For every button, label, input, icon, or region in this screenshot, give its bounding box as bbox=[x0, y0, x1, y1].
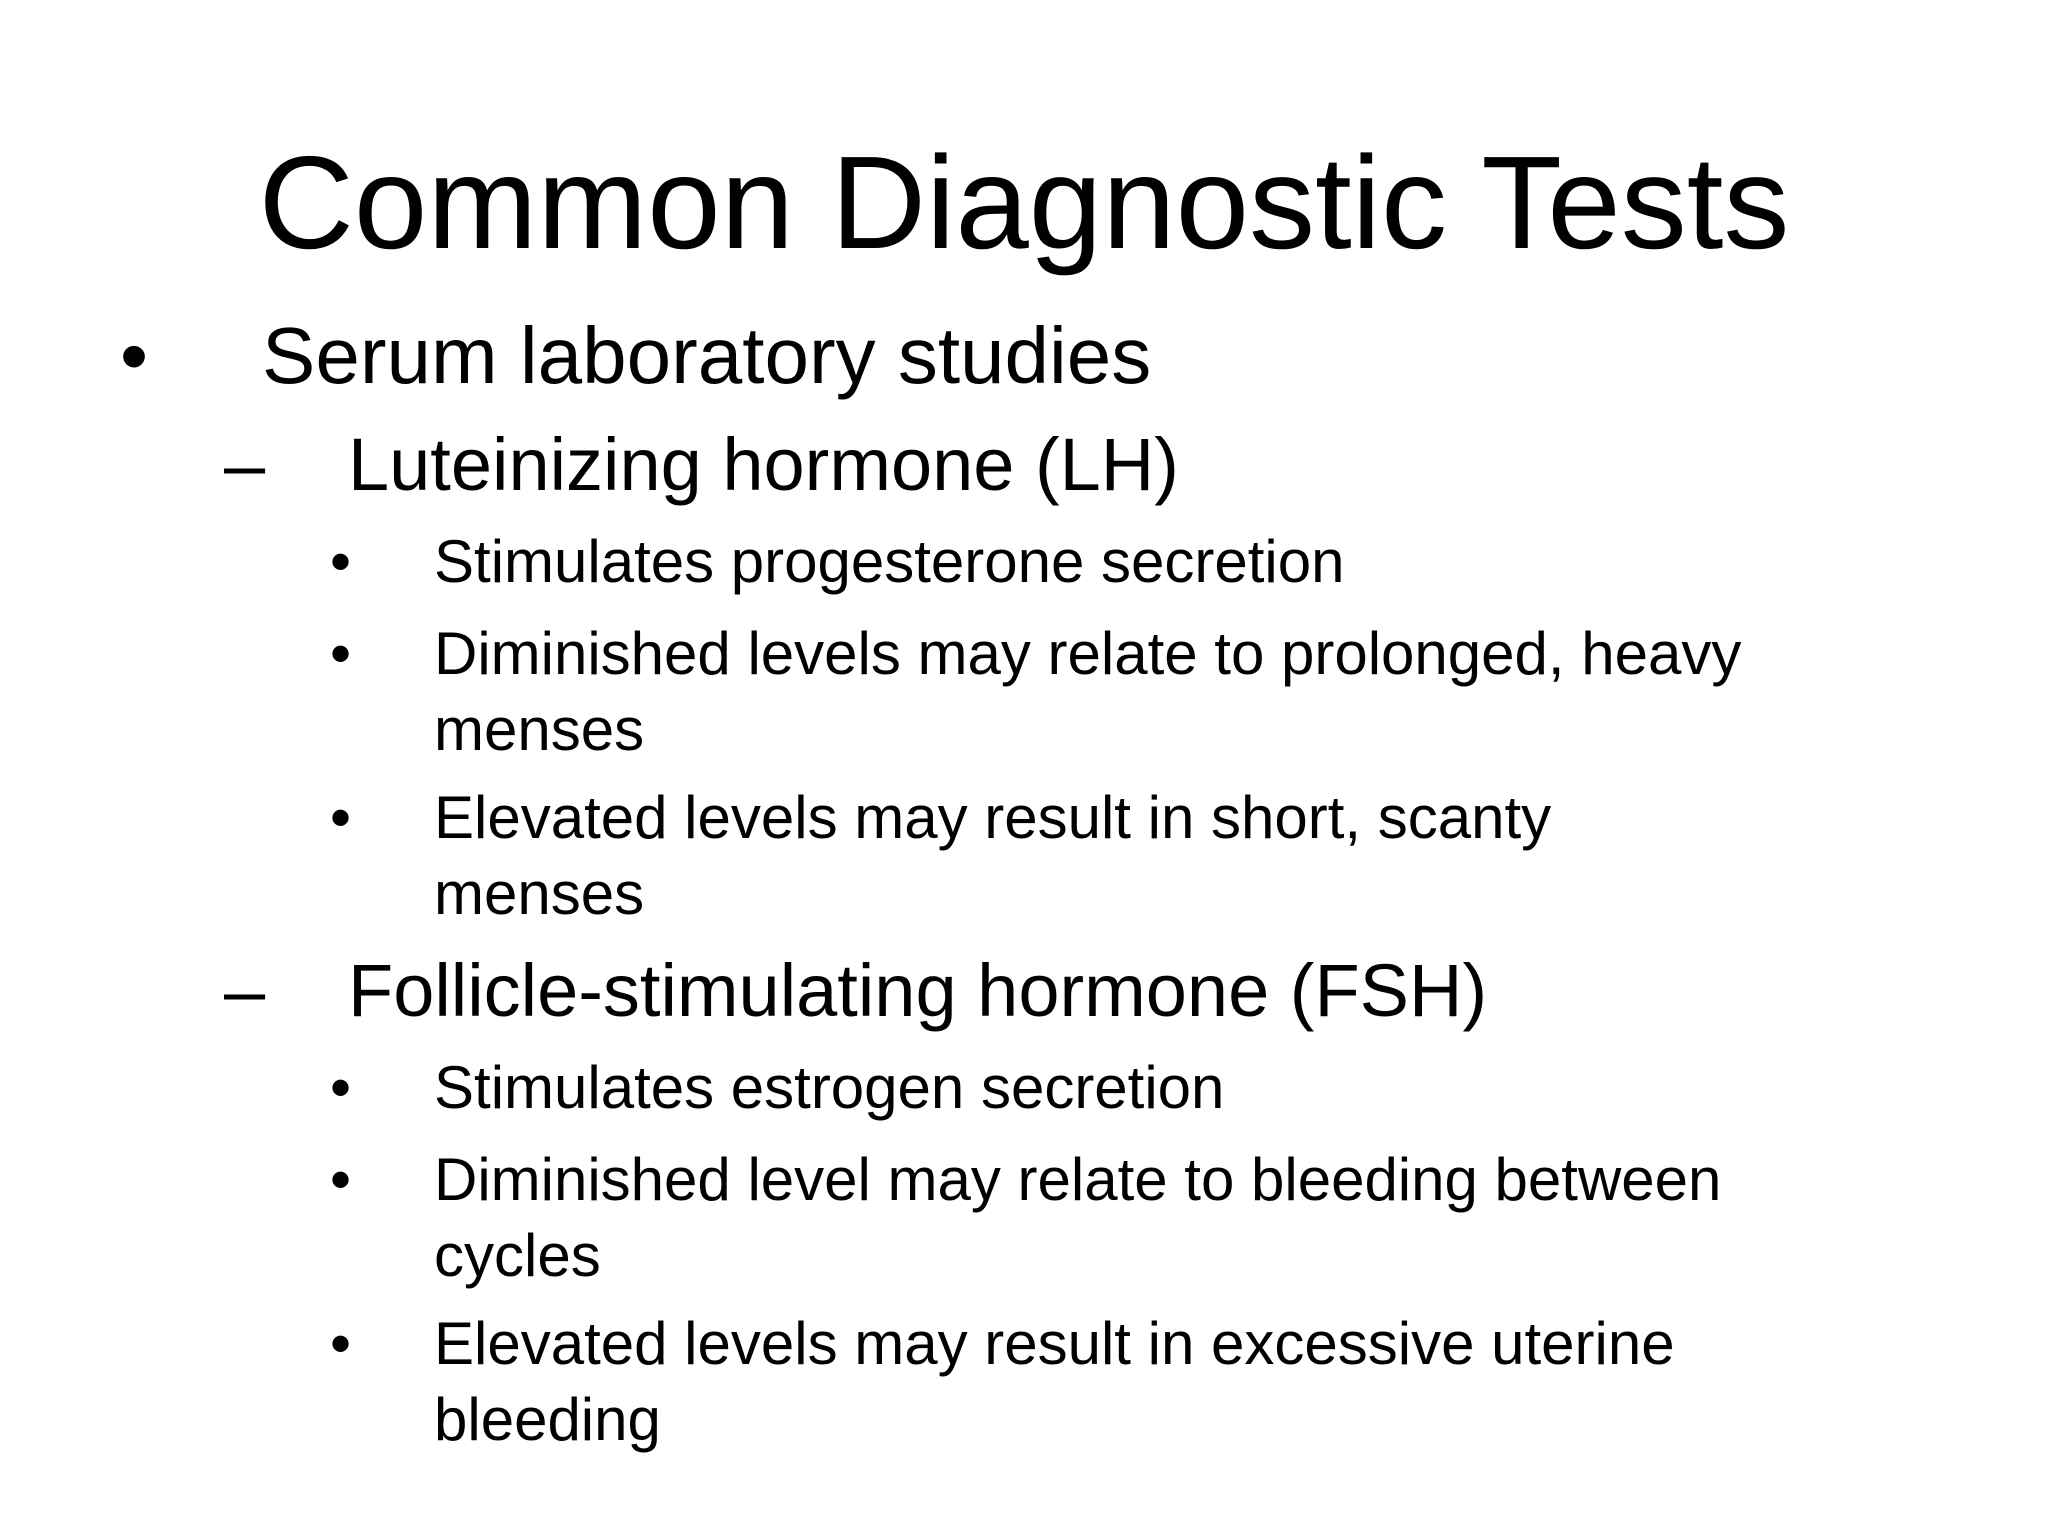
point-text-line-2: menses bbox=[434, 696, 645, 763]
slide-title: Common Diagnostic Tests bbox=[258, 129, 1790, 276]
point-text-line-2: bleeding bbox=[434, 1386, 661, 1453]
bullet-marker: • bbox=[330, 528, 352, 595]
point-text-line-2: cycles bbox=[434, 1222, 601, 1289]
bullet-marker: • bbox=[330, 784, 352, 851]
bullet-marker: • bbox=[120, 311, 149, 400]
point-text-line-1: Elevated levels may result in short, scanty bbox=[434, 784, 1552, 851]
point-text: Stimulates progesterone secretion bbox=[434, 528, 1345, 595]
dash-marker: – bbox=[224, 949, 266, 1032]
bullet-marker: • bbox=[330, 1146, 352, 1213]
bullet-marker: • bbox=[330, 1054, 352, 1121]
bullet-marker: • bbox=[330, 1310, 352, 1377]
point-text: Stimulates estrogen secretion bbox=[434, 1054, 1225, 1121]
point-text-line-2: menses bbox=[434, 860, 645, 927]
subitem-text: Luteinizing hormone (LH) bbox=[348, 423, 1179, 506]
bullet-marker: • bbox=[330, 620, 352, 687]
point-text-line-1: Elevated levels may result in excessive uterine bbox=[434, 1310, 1675, 1377]
bullet-text: Serum laboratory studies bbox=[262, 311, 1152, 400]
point-text-line-1: Diminished levels may relate to prolonged, heavy bbox=[434, 620, 1742, 687]
subitem-text: Follicle-stimulating hormone (FSH) bbox=[348, 949, 1488, 1032]
dash-marker: – bbox=[224, 423, 266, 506]
point-text-line-1: Diminished level may relate to bleeding between bbox=[434, 1146, 1722, 1213]
